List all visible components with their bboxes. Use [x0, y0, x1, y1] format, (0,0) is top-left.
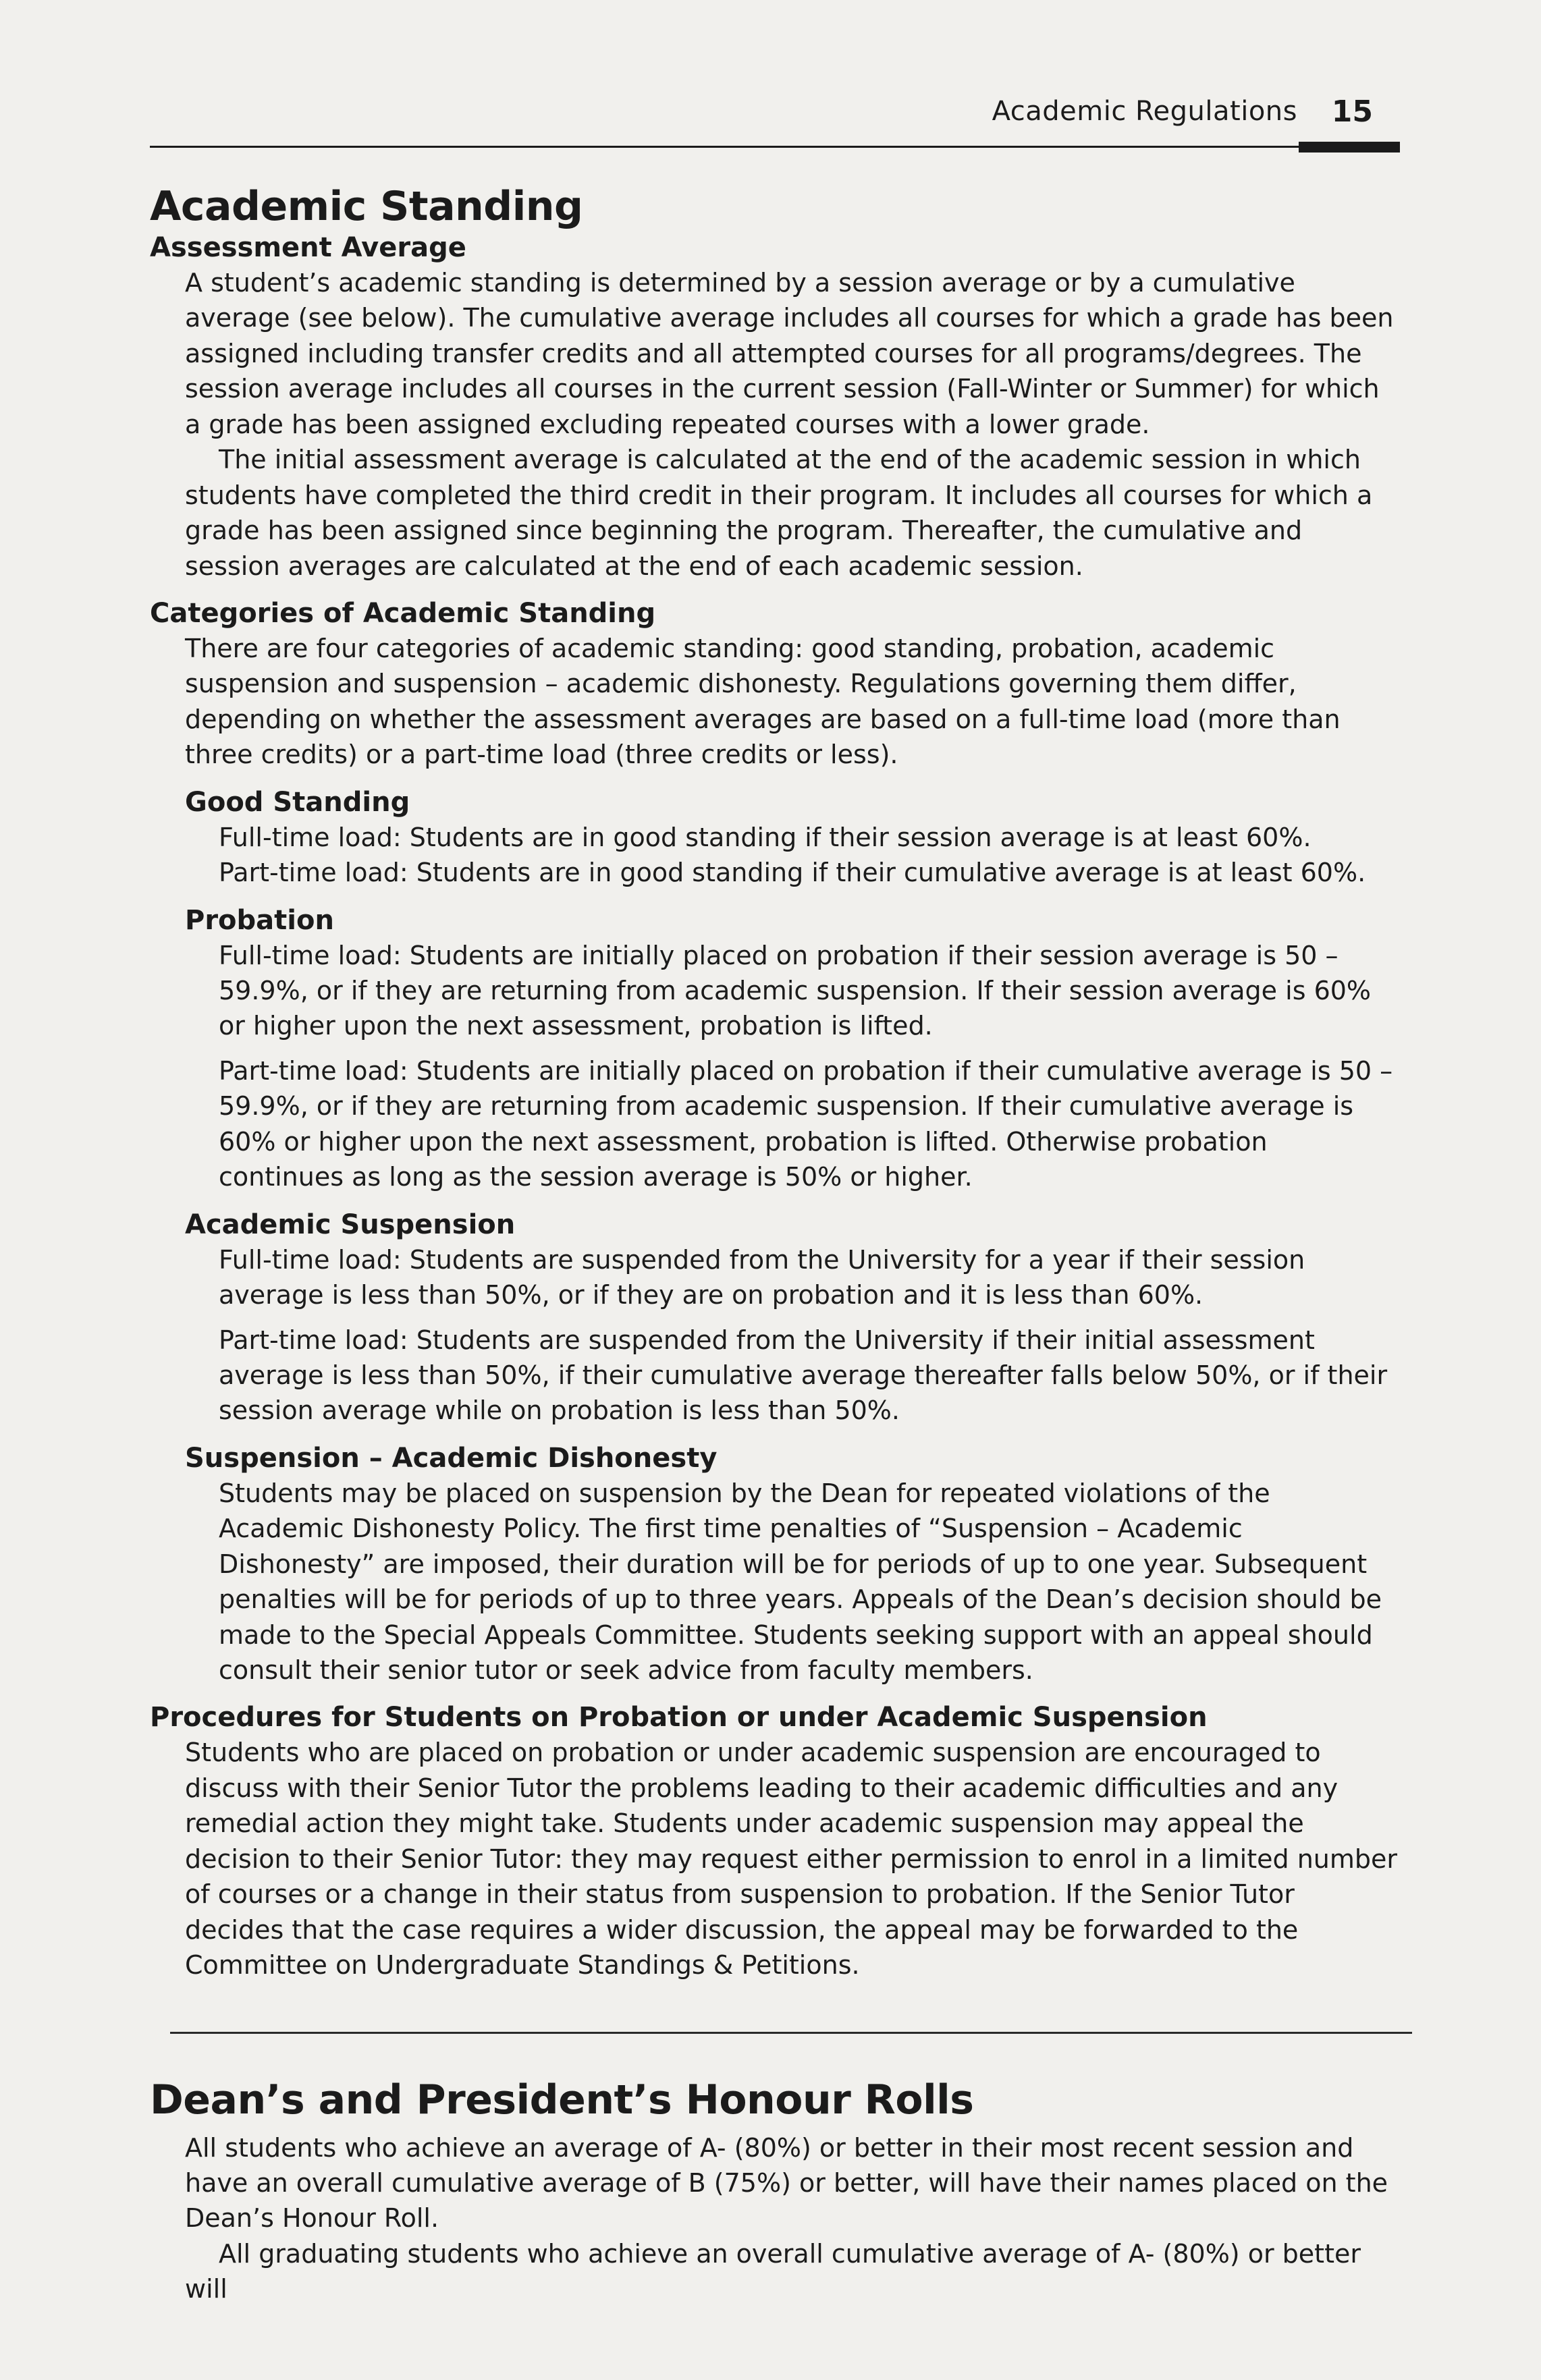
honour-rolls-paragraph-1: All students who achieve an average of A- (80%) or better in their most recent session and have an overall cumulative average of B (75%) or better, will have their names placed on the Dean’s Honour Roll.: [185, 2132, 1388, 2234]
page-content: [150, 184, 1400, 2307]
running-header-title: Academic Regulations: [992, 96, 1297, 127]
dishonesty-block: [150, 1441, 1400, 1688]
assessment-average-section: [150, 230, 1400, 584]
assessment-average-heading: Assessment Average: [150, 232, 466, 263]
page-header: [150, 93, 1400, 147]
honour-rolls-paragraph-2: All graduating students who achieve an overall cumulative average of A- (80%) or better will: [185, 2238, 1361, 2304]
procedures-text: Students who are placed on probation or under academic suspension are encouraged to discuss with their Senior Tutor the problems leading to their academic difficulties and any remedial action they might take. Students under academic suspension may appeal the decision to their Senior Tutor: they may request either permission to enrol in a limited number of courses or a change in their status from suspension to probation. If the Senior Tutor decides that the case requires a wider discussion, the appeal may be forwarded to the Committee on Undergraduate Standings & Petitions.: [185, 1738, 1398, 1981]
academic-suspension-heading: Academic Suspension: [185, 1209, 516, 1240]
section-title-academic-standing: Academic Standing: [150, 183, 583, 230]
academic-suspension-full-time: Full-time load: Students are suspended from the University for a year if their session average is less than 50%, or if they are on probation and it is less than 60%.: [219, 1244, 1305, 1310]
categories-heading: Categories of Academic Standing: [150, 597, 656, 629]
dishonesty-heading: Suspension – Academic Dishonesty: [185, 1442, 718, 1474]
assessment-average-paragraph-2: The initial assessment average is calculated at the end of the academic session in which students have completed the third credit in their program. It includes all courses for which a grade has been assigned since beginning the program. Thereafter, the cumulative and session averages are calculated at the end of each academic session.: [185, 445, 1373, 581]
academic-suspension-block: [150, 1207, 1400, 1429]
academic-suspension-part-time: Part-time load: Students are suspended from the University if their initial assessment average is less than 50%, if their cumulative average thereafter falls below 50%, or if their session average while on probation is less than 50%.: [219, 1325, 1388, 1426]
assessment-average-paragraph-1: A student’s academic standing is determined by a session average or by a cumulative average (see below). The cumulative average includes all courses for which a grade has been assigned including transfer credits and all attempted courses for all programs/degrees. The session average includes all courses in the current session (Fall-Winter or Summer) for which a grade has been assigned excluding repeated courses with a lower grade.: [185, 268, 1394, 439]
probation-block: [150, 903, 1400, 1195]
procedures-section: [150, 1700, 1400, 1983]
categories-intro: There are four categories of academic standing: good standing, probation, academic suspension and suspension – academic dishonesty. Regulations governing them differ, depending on whether the assessment averages are based on a full-time load (more than three credits) or a part-time load (three credits or less).: [185, 633, 1341, 770]
section-divider: [170, 2032, 1412, 2034]
good-standing-part-time: Part-time load: Students are in good standing if their cumulative average is at least 60%.: [219, 858, 1366, 888]
dishonesty-text: Students may be placed on suspension by the Dean for repeated violations of the Academic Dishonesty Policy. The first time penalties of “Suspension – Academic Dishonesty” are imposed, their duration will be for periods of up to one year. Subsequent penalties will be for periods of up to three years. Appeals of the Dean’s decision should be made to the Special Appeals Committee. Students seeking support with an appeal should consult their senior tutor or seek advice from faculty members.: [219, 1478, 1382, 1685]
section-title-honour-rolls: Dean’s and President’s Honour Rolls: [150, 2076, 974, 2124]
header-tab-mark: [1299, 142, 1400, 153]
probation-part-time: Part-time load: Students are initially placed on probation if their cumulative average is 50 – 59.9%, or if they are returning from academic suspension. If their cumulative average is 60% or higher upon the next assessment, probation is lifted. Otherwise probation continues as long as the session average is 50% or higher.: [219, 1055, 1393, 1192]
probation-full-time: Full-time load: Students are initially placed on probation if their session average is 50 – 59.9%, or if they are returning from academic suspension. If their session average is 60% or higher upon the next assessment, probation is lifted.: [219, 940, 1372, 1041]
procedures-heading: Procedures for Students on Probation or under Academic Suspension: [150, 1702, 1208, 1734]
probation-heading: Probation: [185, 904, 334, 936]
header-rule: [150, 146, 1400, 148]
honour-rolls-section: [150, 2077, 1400, 2307]
good-standing-full-time: Full-time load: Students are in good standing if their session average is at least 60%.: [219, 822, 1312, 852]
good-standing-heading: Good Standing: [185, 786, 410, 818]
good-standing-block: [150, 785, 1400, 891]
page-number: 15: [1331, 94, 1373, 129]
categories-section: [150, 596, 1400, 1688]
